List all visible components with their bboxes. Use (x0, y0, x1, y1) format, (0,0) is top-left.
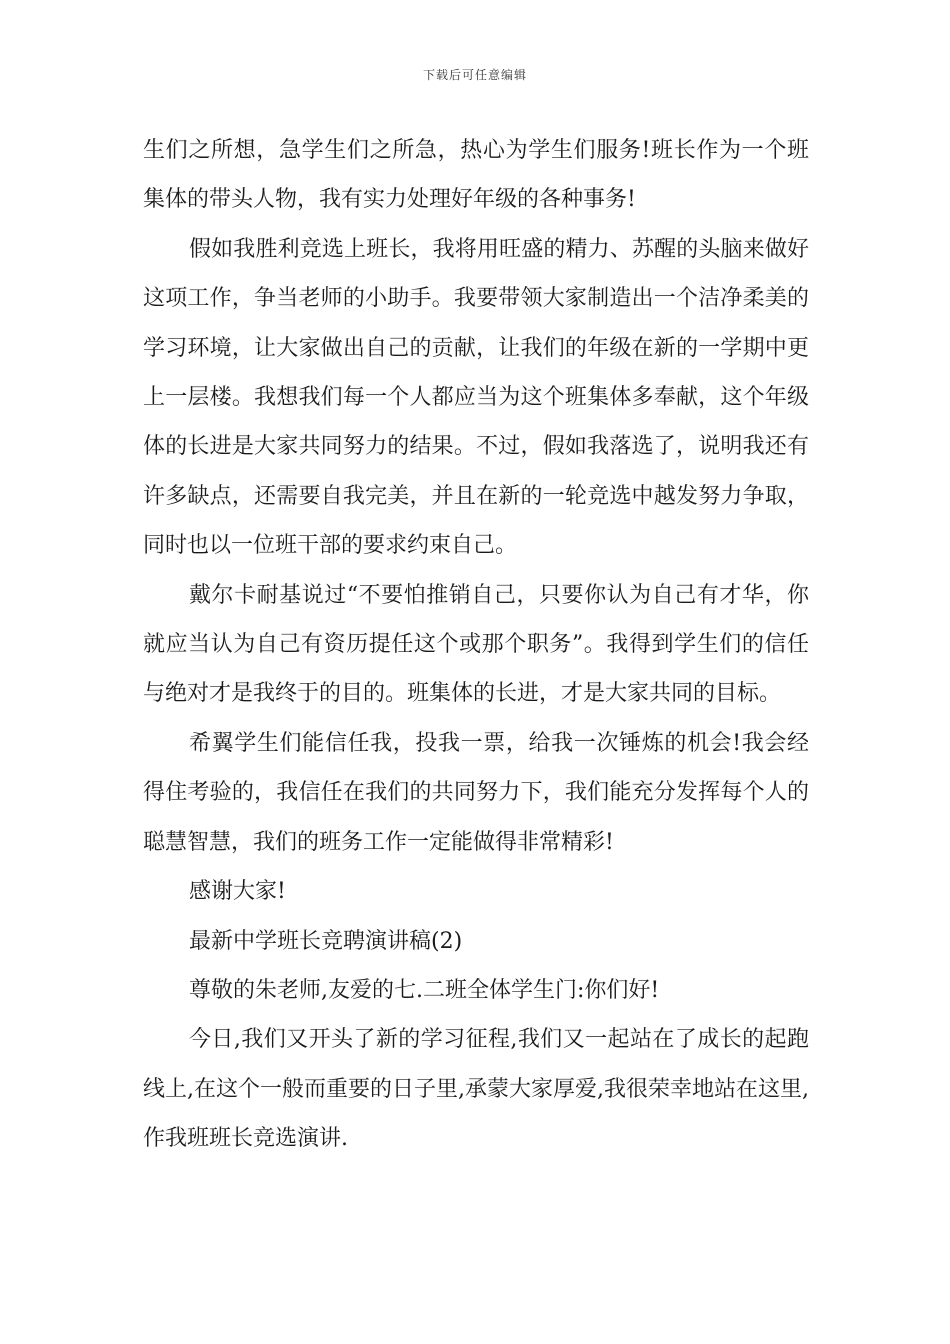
paragraph-2: 假如我胜利竞选上班长，我将用旺盛的精力、苏醒的头脑来做好这项工作，争当老师的小助手。我要带领大家制造出一个洁净柔美的学习环境，让大家做出自己的贡献，让我们的年级在新的一学期中更上一层楼。我想我们每一个人都应当为这个班集体多奉献，这个年级体的长进是大家共同努力的结果。不过，假如我落选了，说明我还有许多缺点，还需要自我完美，并且在新的一轮竞选中越发努力争取，同时也以一位班干部的要求约束自己。 (143, 236, 809, 559)
section-title: 最新中学班长竞聘演讲稿(2) (189, 928, 463, 954)
salutation: 尊敬的朱老师,友爱的七.二班全体学生门:你们好! (189, 977, 660, 1003)
paragraph-6: 今日,我们又开头了新的学习征程,我们又一起站在了成长的起跑线上,在这个一般而重要的日子里,承蒙大家厚爱,我很荣幸地站在这里,作我班班长竞选演讲. (143, 1027, 809, 1152)
paragraph-5: 感谢大家! (189, 879, 286, 905)
document-body (143, 126, 809, 1164)
paragraph-4: 希翼学生们能信任我，投我一票，给我一次锤炼的机会!我会经得住考验的，我信任在我们的共同努力下，我们能充分发挥每个人的聪慧智慧，我们的班务工作一定能做得非常精彩! (143, 730, 809, 855)
header-note: 下载后可任意编辑 (422, 68, 527, 82)
paragraph-1: 生们之所想，急学生们之所急，热心为学生们服务!班长作为一个班集体的带头人物，我有实力处理好年级的各种事务! (143, 138, 809, 213)
paragraph-3: 戴尔卡耐基说过“不要怕推销自己，只要你认为自己有才华，你就应当认为自己有资历提任这个或那个职务”。我得到学生们的信任与绝对才是我终于的目的。班集体的长进，才是大家共同的目标。 (143, 582, 809, 707)
